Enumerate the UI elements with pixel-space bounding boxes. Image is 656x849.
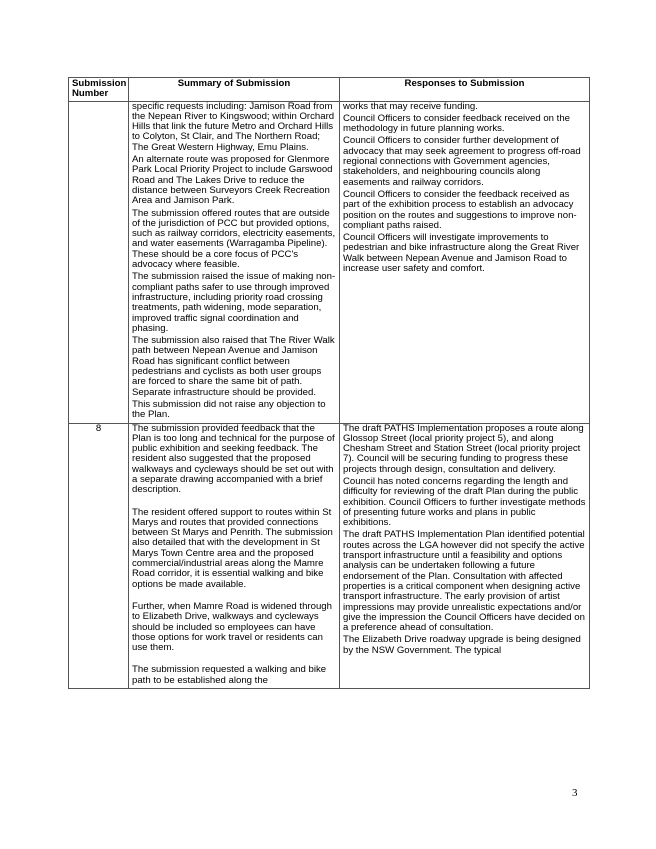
- response-paragraph: The draft PATHS Implementation proposes a route along Glossop Street (local priority project 5), and along Chesham Street and Station Street (local priority project 7). Council will be securing funding to progress these projects through design, consultation and delivery.: [343, 422, 584, 475]
- response-paragraph: Council Officers will investigate improvements to pedestrian and bike infrastructure along the Great River Walk between Nepean Avenue and Jamison Road to increase user safety and comfort.: [343, 232, 580, 275]
- summary-paragraph: The submission provided feedback that the Plan is too long and technical for the purpose of public exhibition and seeking feedback. The resident also suggested that the proposed walkways and cycleways should be set out with a separate drawing accompanied with a brief description.: [132, 422, 335, 496]
- summary-paragraph: The submission raised the issue of making non-compliant paths safer to use through improved infrastructure, including priority road crossing treatments, path widening, mode separation, improved traffic signal coordination and phasing.: [132, 271, 336, 334]
- header-responses: Responses to Submission: [340, 78, 590, 102]
- submission-number-cell: 8: [69, 423, 129, 689]
- response-paragraph: Council Officers to consider feedback received on the methodology in future planning works.: [343, 112, 570, 135]
- page-number: 3: [572, 787, 578, 799]
- summary-paragraph: The resident offered support to routes within St Marys and routes that provided connections between St Marys and Penrith. The submission also detailed that with the development in St Marys Town Centre area and the proposed commercial/industrial areas along the Mamre Road corridor, it is essential walking and bike options be made available.: [132, 506, 333, 590]
- summary-cell: [129, 101, 340, 423]
- summary-paragraph: The submission also raised that The River Walk path between Nepean Avenue and Jamison Road has significant conflict between pedestrians and cyclists as both user groups are forced to share the same bit of path. Separate infrastructure should be provided.: [132, 335, 335, 398]
- summary-paragraph: specific requests including: Jamison Road from the Nepean River to Kingswood; within Orchard Hills that link the future Metro and Orchard Hills to Colyton, St Clair, and The Northern Road; The Great Western Highway, Emu Plains.: [132, 100, 335, 153]
- response-paragraph: The draft PATHS Implementation Plan identified potential routes across the LGA however did not specify the active transport infrastructure until a feasibility and options analysis can be undertaken following a future endorsement of the Plan. Consultation with affected properties is a critical component when designing active transport infrastructure. The early provision of artist impressions may provide unrealistic expectations and/or give the impression the Council Officers have decided on a preference ahead of consultation.: [343, 529, 585, 634]
- summary-paragraph: An alternate route was proposed for Glenmore Park Local Priority Project to include Garswood Road and The Lakes Drive to reduce the distance between Surveyors Creek Recreation Area and Jamison Park.: [132, 154, 333, 207]
- submission-number-cell: [69, 101, 129, 423]
- submissions-table: [68, 77, 590, 689]
- response-paragraph: Council has noted concerns regarding the length and difficulty for reviewing of the draft Plan during the public exhibition. Council Officers to further investigate methods of presenting future works and plans in public exhibitions.: [343, 475, 586, 529]
- summary-paragraph: Further, when Mamre Road is widened through to Elizabeth Drive, walkways and cycleways should be included so employees can have those options for work travel or residents can use them.: [132, 600, 332, 654]
- table-row: [69, 423, 590, 689]
- summary-cell: [129, 423, 340, 689]
- summary-paragraph: The submission offered routes that are outside of the jurisdiction of PCC but provided options, such as railway corridors, electricity easements, and water easements (Warragamba Pipeline). These should be a core focus of PCC's advocacy where feasible.: [132, 207, 336, 271]
- response-paragraph: Council Officers to consider further development of advocacy that may seek agreement to progress off-road regional connections with Government agencies, stakeholders, and neighbouring councils along easements and railway corridors.: [343, 135, 581, 188]
- header-submission-number: Submission Number: [69, 78, 129, 102]
- header-summary: Summary of Submission: [129, 78, 340, 102]
- table-row: [69, 101, 590, 423]
- table-header-row: [69, 78, 590, 102]
- summary-paragraph: The submission requested a walking and bike path to be established along the: [132, 664, 327, 686]
- response-paragraph: Council Officers to consider the feedback received as part of the exhibition process to establish an advocacy position on the routes and suggestions to improve non-compliant paths raised.: [343, 188, 577, 231]
- response-paragraph: works that may receive funding.: [343, 100, 478, 112]
- response-paragraph: The Elizabeth Drive roadway upgrade is being designed by the NSW Government. The typical: [343, 634, 581, 656]
- response-cell: [340, 423, 590, 689]
- summary-paragraph: This submission did not raise any objection to the Plan.: [132, 398, 326, 421]
- response-cell: [340, 101, 590, 423]
